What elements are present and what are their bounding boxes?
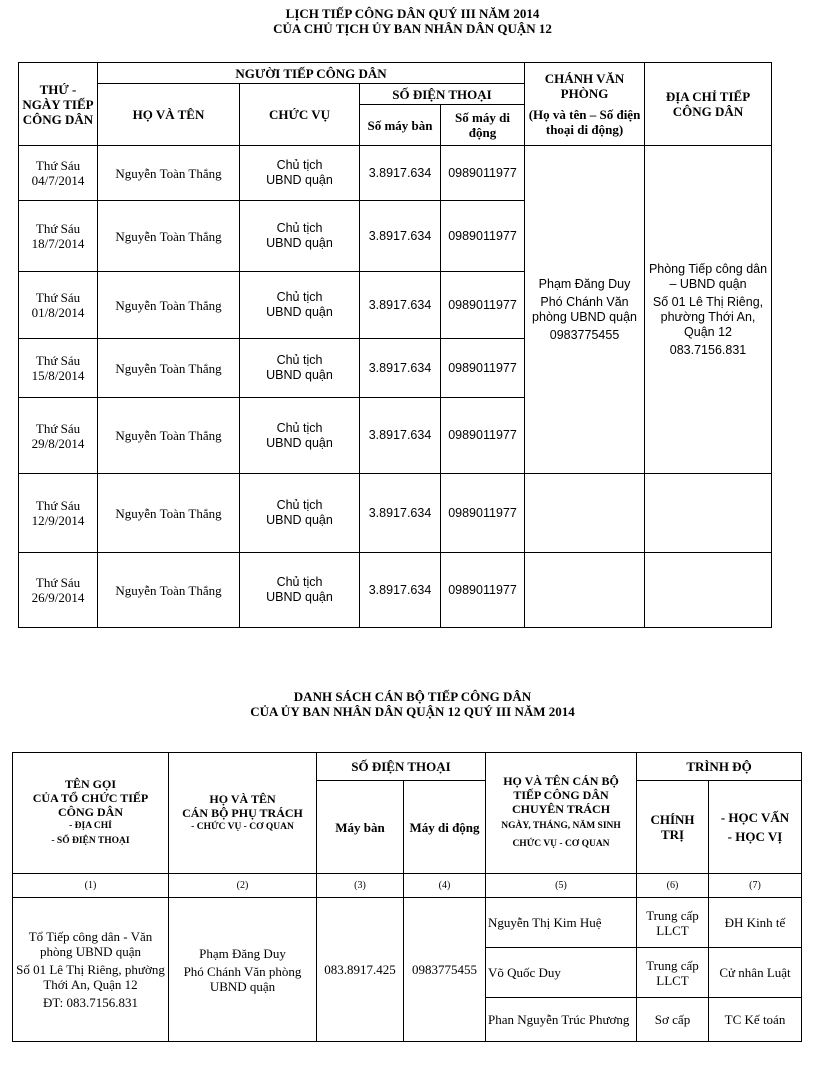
landline-cell: 3.8917.634 [360,272,441,339]
col-number: (1) [13,874,169,898]
staff-list-title-line2: CỦA ỦY BAN NHÂN DÂN QUẬN 12 QUÝ III NĂM 2014 [250,704,575,719]
political-header: CHÍNH TRỊ [637,781,709,874]
address-cell [645,146,772,474]
org-header-1: TÊN GỌI [64,777,116,791]
position-cell: Chủ tịch UBND quận [240,146,360,201]
lead-header-1: HỌ VÀ TÊN [209,791,276,806]
staff-header [486,753,637,874]
empty-cell [645,474,772,553]
date-cell: Thứ Sáu 12/9/2014 [19,474,98,553]
position-header: CHỨC VỤ [240,84,360,146]
schedule-title [0,6,825,36]
mobile-cell: 0989011977 [441,474,525,553]
name-cell: Nguyễn Toàn Thắng [98,201,240,272]
name-cell: Nguyễn Toàn Thắng [98,553,240,628]
office-chief-title: CHÁNH VĂN PHÒNG [544,71,625,101]
table-row [19,474,772,553]
mobile-cell: 0983775455 [404,898,486,1042]
political-cell: Sơ cấp [637,998,709,1042]
position-cell: Chủ tịch UBND quận [240,553,360,628]
lead-header-2: CÁN BỘ PHỤ TRÁCH [182,805,303,820]
schedule-title-line2: CỦA CHỦ TỊCH ỦY BAN NHÂN DÂN QUẬN 12 [273,21,552,36]
col-number: (6) [637,874,709,898]
col-number: (2) [169,874,317,898]
phone-header: SỐ ĐIỆN THOẠI [317,753,486,781]
address-header: ĐỊA CHỈ TIẾP CÔNG DÂN [645,63,772,146]
date-cell: Thứ Sáu 15/8/2014 [19,339,98,398]
empty-cell [645,553,772,628]
lead-header-3: - CHỨC VỤ - CƠ QUAN [191,821,294,832]
staff-header-2: NGÀY, THÁNG, NĂM SINH [501,821,621,831]
mobile-cell: 0989011977 [441,201,525,272]
receiver-header: NGƯỜI TIẾP CÔNG DÂN [98,63,525,84]
header-row [13,753,802,781]
table-row [13,898,802,948]
position-cell: Chủ tịch UBND quận [240,398,360,474]
chief-phone: 0983775455 [549,327,620,342]
chief-title: Phó Chánh Văn phòng UBND quận [532,294,637,324]
political-cell: Trung cấp LLCT [637,948,709,998]
col-number: (4) [404,874,486,898]
date-cell: Thứ Sáu 29/8/2014 [19,398,98,474]
name-header: HỌ VÀ TÊN [98,84,240,146]
education-cell: ĐH Kinh tế [709,898,802,948]
position-cell: Chủ tịch UBND quận [240,339,360,398]
column-number-row [13,874,802,898]
schedule-title-line1: LỊCH TIẾP CÔNG DÂN QUÝ III NĂM 2014 [285,6,540,21]
position-cell: Chủ tịch UBND quận [240,201,360,272]
staff-table [12,752,802,1042]
landline-header: Máy bàn [317,781,404,874]
staff-name-cell: Võ Quốc Duy [486,948,637,998]
date-header: THỨ - NGÀY TIẾP CÔNG DÂN [19,63,98,146]
address-phone: 083.7156.831 [669,342,747,357]
name-cell: Nguyễn Toàn Thắng [98,398,240,474]
mobile-cell: 0989011977 [441,339,525,398]
staff-header-3: CHỨC VỤ - CƠ QUAN [512,839,610,849]
landline-cell: 3.8917.634 [360,339,441,398]
staff-name-cell: Phan Nguyễn Trúc Phương [486,998,637,1042]
level-header: TRÌNH ĐỘ [637,753,802,781]
staff-list-title-line1: DANH SÁCH CÁN BỘ TIẾP CÔNG DÂN [293,689,532,704]
table-row [19,146,772,201]
name-cell: Nguyễn Toàn Thắng [98,146,240,201]
position-cell: Chủ tịch UBND quận [240,272,360,339]
org-header-2: CỦA TỔ CHỨC TIẾP CÔNG DÂN [32,791,149,819]
empty-cell [525,553,645,628]
header-row [19,63,772,84]
org-cell [13,898,169,1042]
org-phone: ĐT: 083.7156.831 [42,995,139,1010]
org-header-4: - SỐ ĐIỆN THOẠI [51,836,130,846]
office-chief-cell [525,146,645,474]
landline-header: Số máy bàn [360,105,441,146]
staff-header-1: HỌ VÀ TÊN CÁN BỘ TIẾP CÔNG DÂN CHUYÊN TRÁCH [503,774,619,816]
empty-cell [525,474,645,553]
date-cell: Thứ Sáu 01/8/2014 [19,272,98,339]
office-chief-header [525,63,645,146]
col-number: (3) [317,874,404,898]
name-cell: Nguyễn Toàn Thắng [98,339,240,398]
political-cell: Trung cấp LLCT [637,898,709,948]
staff-list-title [0,689,825,719]
address-street: Số 01 Lê Thị Riêng, phường Thới An, Quận 12 [652,294,764,339]
org-header-3: - ĐỊA CHỈ [69,821,112,831]
chief-name: Phạm Đăng Duy [538,276,631,291]
lead-header [169,753,317,874]
landline-cell: 3.8917.634 [360,553,441,628]
date-cell: Thứ Sáu 04/7/2014 [19,146,98,201]
education-cell: Cử nhân Luật [709,948,802,998]
mobile-header: Số máy di động [441,105,525,146]
date-cell: Thứ Sáu 18/7/2014 [19,201,98,272]
mobile-cell: 0989011977 [441,146,525,201]
landline-cell: 3.8917.634 [360,146,441,201]
schedule-table [18,62,772,628]
landline-cell: 3.8917.634 [360,398,441,474]
mobile-cell: 0989011977 [441,553,525,628]
landline-cell: 083.8917.425 [317,898,404,1042]
org-name: Tổ Tiếp công dân - Văn phòng UBND quận [28,929,153,959]
col-number: (5) [486,874,637,898]
lead-title: Phó Chánh Văn phòng UBND quận [183,963,302,994]
mobile-cell: 0989011977 [441,398,525,474]
staff-name-cell: Nguyễn Thị Kim Huệ [486,898,637,948]
landline-cell: 3.8917.634 [360,474,441,553]
name-cell: Nguyễn Toàn Thắng [98,474,240,553]
landline-cell: 3.8917.634 [360,201,441,272]
lead-cell [169,898,317,1042]
education-cell: TC Kế toán [709,998,802,1042]
name-cell: Nguyễn Toàn Thắng [98,272,240,339]
education-header: - HỌC VẤN - HỌC VỊ [709,781,802,874]
org-header [13,753,169,874]
mobile-cell: 0989011977 [441,272,525,339]
mobile-header: Máy di động [404,781,486,874]
phone-header: SỐ ĐIỆN THOẠI [360,84,525,105]
lead-name: Phạm Đăng Duy [199,945,286,961]
col-number: (7) [709,874,802,898]
org-address: Số 01 Lê Thị Riêng, phường Thới An, Quận 12 [16,962,165,992]
office-chief-subtitle: (Họ và tên – Số điện thoại di động) [528,107,641,137]
address-place: Phòng Tiếp công dân – UBND quận [648,261,768,291]
date-cell: Thứ Sáu 26/9/2014 [19,553,98,628]
table-row [19,553,772,628]
position-cell: Chủ tịch UBND quận [240,474,360,553]
